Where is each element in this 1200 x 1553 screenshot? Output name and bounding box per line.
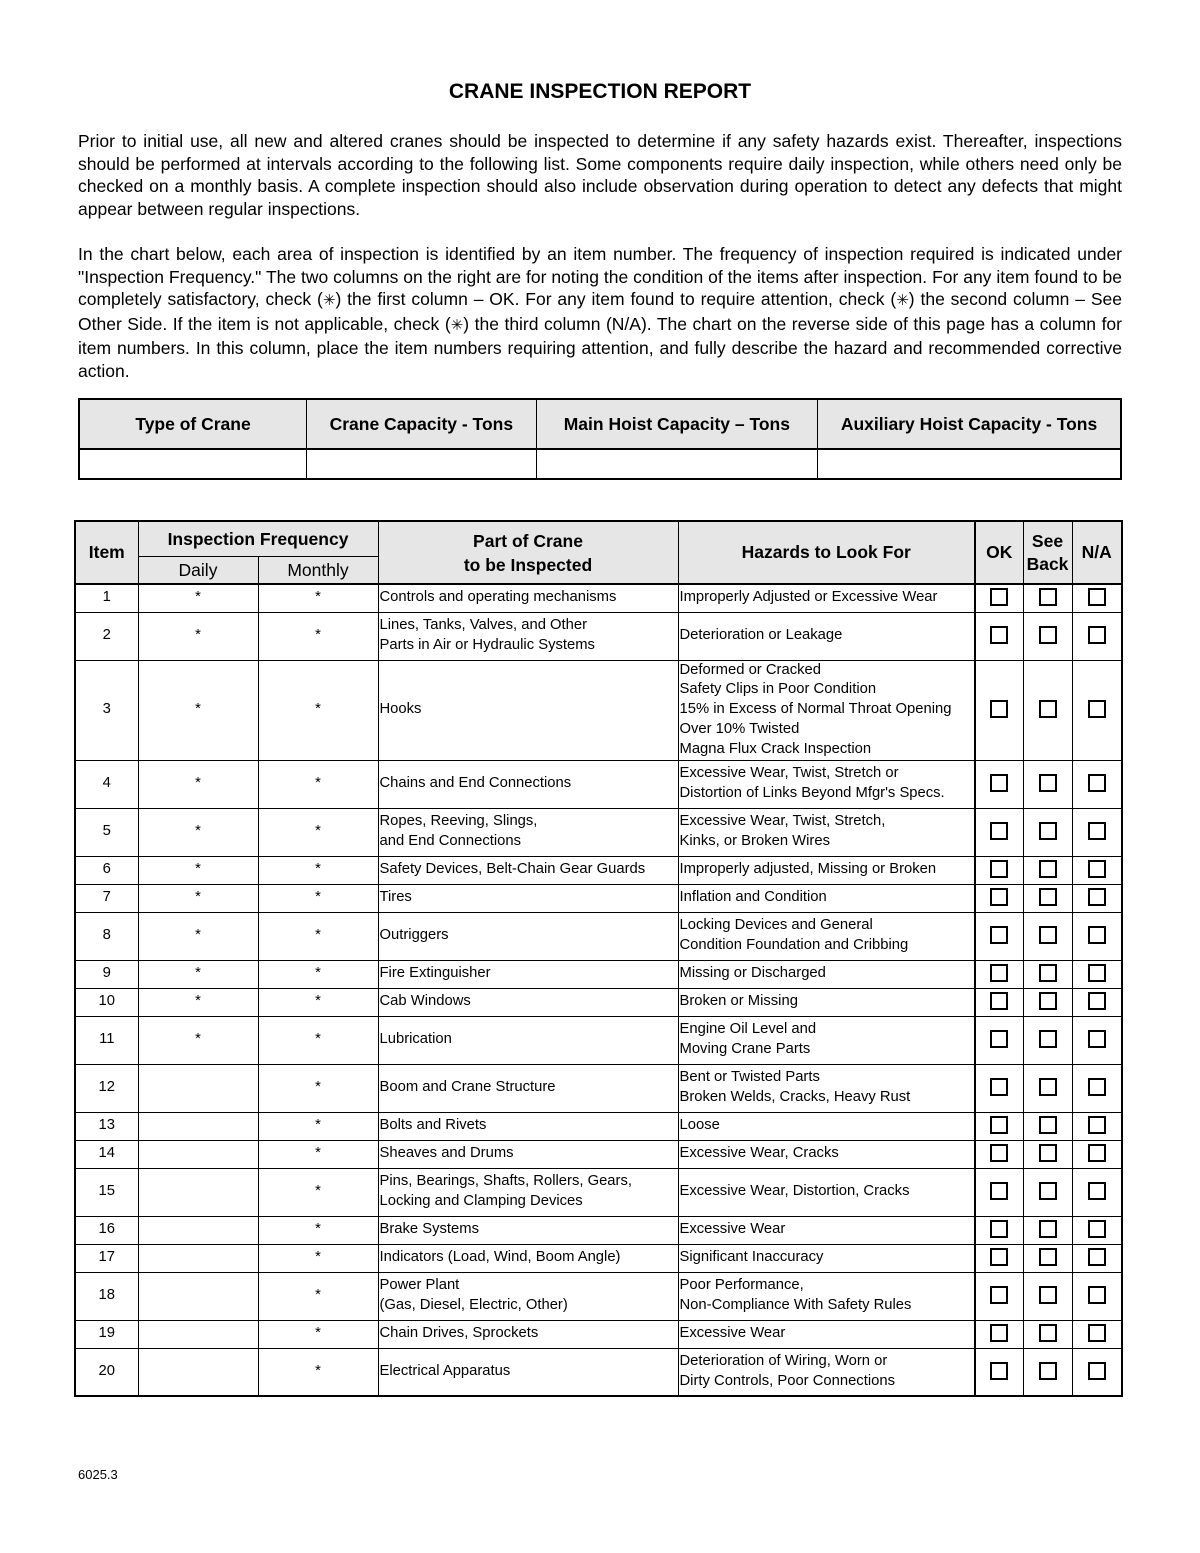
ok-cell bbox=[975, 1320, 1023, 1348]
na-checkbox[interactable] bbox=[1088, 1324, 1106, 1342]
item-number: 18 bbox=[75, 1272, 138, 1320]
see-back-cell bbox=[1023, 584, 1072, 612]
part-of-crane: Chain Drives, Sprockets bbox=[378, 1320, 678, 1348]
monthly-frequency: * bbox=[258, 1140, 378, 1168]
see-back-checkbox[interactable] bbox=[1039, 1286, 1057, 1304]
daily-frequency: * bbox=[138, 584, 258, 612]
see-back-checkbox[interactable] bbox=[1039, 1362, 1057, 1380]
ok-checkbox[interactable] bbox=[990, 1362, 1008, 1380]
monthly-frequency: * bbox=[258, 1064, 378, 1112]
table-row bbox=[75, 960, 1122, 988]
item-number: 15 bbox=[75, 1168, 138, 1216]
daily-frequency bbox=[138, 1112, 258, 1140]
table-row bbox=[75, 1112, 1122, 1140]
item-number: 5 bbox=[75, 808, 138, 856]
na-checkbox[interactable] bbox=[1088, 700, 1106, 718]
monthly-frequency: * bbox=[258, 1168, 378, 1216]
hazards: Excessive Wear, Twist, Stretch, Kinks, or Broken Wires bbox=[678, 808, 975, 856]
hazards-header: Hazards to Look For bbox=[678, 521, 975, 584]
ok-cell bbox=[975, 612, 1023, 660]
ok-checkbox[interactable] bbox=[990, 822, 1008, 840]
na-cell bbox=[1072, 1244, 1122, 1272]
see-back-cell bbox=[1023, 856, 1072, 884]
intro-text-d: ) the third column (N/A). The chart on the reverse side of this page has a column for item numbers. In this column, place the item numbers requiring attention, and fully describe the hazard and recommended corrective action. bbox=[78, 313, 1122, 381]
monthly-frequency: * bbox=[258, 1348, 378, 1396]
see-back-checkbox[interactable] bbox=[1039, 1030, 1057, 1048]
table-row bbox=[75, 1016, 1122, 1064]
hazards: Poor Performance, Non-Compliance With Safety Rules bbox=[678, 1272, 975, 1320]
monthly-frequency: * bbox=[258, 988, 378, 1016]
daily-frequency bbox=[138, 1244, 258, 1272]
ok-cell bbox=[975, 884, 1023, 912]
na-checkbox[interactable] bbox=[1088, 1220, 1106, 1238]
ok-checkbox[interactable] bbox=[990, 1248, 1008, 1266]
ok-cell bbox=[975, 856, 1023, 884]
daily-frequency: * bbox=[138, 612, 258, 660]
daily-frequency: * bbox=[138, 856, 258, 884]
see-back-checkbox[interactable] bbox=[1039, 992, 1057, 1010]
see-back-checkbox[interactable] bbox=[1039, 964, 1057, 982]
auxiliary-hoist-capacity-field[interactable] bbox=[818, 449, 1121, 479]
monthly-frequency: * bbox=[258, 1320, 378, 1348]
hazards: Excessive Wear, Distortion, Cracks bbox=[678, 1168, 975, 1216]
part-of-crane: Lubrication bbox=[378, 1016, 678, 1064]
monthly-frequency: * bbox=[258, 960, 378, 988]
see-back-checkbox[interactable] bbox=[1039, 926, 1057, 944]
na-cell bbox=[1072, 660, 1122, 760]
hazards: Excessive Wear bbox=[678, 1320, 975, 1348]
hazards: Bent or Twisted Parts Broken Welds, Cracks, Heavy Rust bbox=[678, 1064, 975, 1112]
item-number: 6 bbox=[75, 856, 138, 884]
part-of-crane: Bolts and Rivets bbox=[378, 1112, 678, 1140]
monthly-frequency: * bbox=[258, 1216, 378, 1244]
part-of-crane: Chains and End Connections bbox=[378, 760, 678, 808]
item-number: 13 bbox=[75, 1112, 138, 1140]
hazards: Improperly adjusted, Missing or Broken bbox=[678, 856, 975, 884]
part-of-crane-header: Part of Crane to be Inspected bbox=[378, 521, 678, 584]
main-hoist-capacity-field[interactable] bbox=[536, 449, 817, 479]
daily-frequency: * bbox=[138, 660, 258, 760]
na-cell bbox=[1072, 1112, 1122, 1140]
monthly-frequency: * bbox=[258, 912, 378, 960]
ok-cell bbox=[975, 808, 1023, 856]
na-checkbox[interactable] bbox=[1088, 1144, 1106, 1162]
item-number: 11 bbox=[75, 1016, 138, 1064]
intro-text-a: In the chart below, each area of inspection is identified by an item number. The frequency of inspection required is indicated under "Inspection Frequency." The two columns on the right are for noting the condition of the items after inspection. For any item found to be completely satisfactory, check ( bbox=[78, 244, 1122, 310]
na-cell bbox=[1072, 1320, 1122, 1348]
item-number: 17 bbox=[75, 1244, 138, 1272]
see-back-header: See Back bbox=[1023, 521, 1072, 584]
see-back-checkbox[interactable] bbox=[1039, 700, 1057, 718]
daily-header: Daily bbox=[138, 557, 258, 585]
na-cell bbox=[1072, 584, 1122, 612]
inspection-checklist-table bbox=[74, 520, 1123, 1397]
na-cell bbox=[1072, 912, 1122, 960]
star-icon: ✳ bbox=[450, 316, 464, 334]
crane-capacity-header: Crane Capacity - Tons bbox=[307, 399, 537, 449]
ok-checkbox[interactable] bbox=[990, 992, 1008, 1010]
ok-cell bbox=[975, 1064, 1023, 1112]
na-cell bbox=[1072, 1272, 1122, 1320]
daily-frequency: * bbox=[138, 884, 258, 912]
monthly-frequency: * bbox=[258, 808, 378, 856]
hazards: Deterioration of Wiring, Worn or Dirty Controls, Poor Connections bbox=[678, 1348, 975, 1396]
hazards: Missing or Discharged bbox=[678, 960, 975, 988]
hazards: Inflation and Condition bbox=[678, 884, 975, 912]
table-row bbox=[75, 808, 1122, 856]
ok-checkbox[interactable] bbox=[990, 1220, 1008, 1238]
see-back-checkbox[interactable] bbox=[1039, 1248, 1057, 1266]
daily-frequency: * bbox=[138, 988, 258, 1016]
table-row bbox=[75, 1244, 1122, 1272]
see-back-cell bbox=[1023, 1064, 1072, 1112]
item-number: 2 bbox=[75, 612, 138, 660]
monthly-frequency: * bbox=[258, 1244, 378, 1272]
table-row bbox=[75, 660, 1122, 760]
ok-checkbox[interactable] bbox=[990, 1324, 1008, 1342]
ok-checkbox[interactable] bbox=[990, 888, 1008, 906]
monthly-frequency: * bbox=[258, 856, 378, 884]
item-number: 10 bbox=[75, 988, 138, 1016]
see-back-cell bbox=[1023, 1272, 1072, 1320]
ok-cell bbox=[975, 1140, 1023, 1168]
see-back-cell bbox=[1023, 760, 1072, 808]
table-row bbox=[75, 856, 1122, 884]
see-back-checkbox[interactable] bbox=[1039, 1220, 1057, 1238]
hazards: Engine Oil Level and Moving Crane Parts bbox=[678, 1016, 975, 1064]
part-of-crane: Electrical Apparatus bbox=[378, 1348, 678, 1396]
na-checkbox[interactable] bbox=[1088, 1286, 1106, 1304]
na-checkbox[interactable] bbox=[1088, 1362, 1106, 1380]
ok-checkbox[interactable] bbox=[990, 1116, 1008, 1134]
na-checkbox[interactable] bbox=[1088, 964, 1106, 982]
part-of-crane: Hooks bbox=[378, 660, 678, 760]
table-row bbox=[75, 1320, 1122, 1348]
hazards: Broken or Missing bbox=[678, 988, 975, 1016]
monthly-frequency: * bbox=[258, 1016, 378, 1064]
na-cell bbox=[1072, 808, 1122, 856]
daily-frequency bbox=[138, 1168, 258, 1216]
see-back-cell bbox=[1023, 808, 1072, 856]
part-of-crane: Tires bbox=[378, 884, 678, 912]
table-row bbox=[75, 988, 1122, 1016]
item-number: 9 bbox=[75, 960, 138, 988]
daily-frequency: * bbox=[138, 912, 258, 960]
na-cell bbox=[1072, 1064, 1122, 1112]
na-checkbox[interactable] bbox=[1088, 1248, 1106, 1266]
table-row bbox=[75, 1272, 1122, 1320]
monthly-frequency: * bbox=[258, 884, 378, 912]
see-back-cell bbox=[1023, 912, 1072, 960]
ok-checkbox[interactable] bbox=[990, 588, 1008, 606]
see-back-cell bbox=[1023, 1140, 1072, 1168]
part-of-crane: Lines, Tanks, Valves, and Other Parts in Air or Hydraulic Systems bbox=[378, 612, 678, 660]
see-back-checkbox[interactable] bbox=[1039, 860, 1057, 878]
hazards: Excessive Wear, Twist, Stretch or Distortion of Links Beyond Mfgr's Specs. bbox=[678, 760, 975, 808]
na-checkbox[interactable] bbox=[1088, 1030, 1106, 1048]
item-number: 3 bbox=[75, 660, 138, 760]
part-of-crane: Outriggers bbox=[378, 912, 678, 960]
see-back-checkbox[interactable] bbox=[1039, 1116, 1057, 1134]
daily-frequency bbox=[138, 1272, 258, 1320]
see-back-cell bbox=[1023, 1112, 1072, 1140]
ok-cell bbox=[975, 1016, 1023, 1064]
na-checkbox[interactable] bbox=[1088, 992, 1106, 1010]
see-back-cell bbox=[1023, 884, 1072, 912]
hazards: Improperly Adjusted or Excessive Wear bbox=[678, 584, 975, 612]
daily-frequency bbox=[138, 1348, 258, 1396]
ok-cell bbox=[975, 660, 1023, 760]
see-back-cell bbox=[1023, 1348, 1072, 1396]
see-back-cell bbox=[1023, 1168, 1072, 1216]
ok-checkbox[interactable] bbox=[990, 1182, 1008, 1200]
see-back-cell bbox=[1023, 660, 1072, 760]
ok-checkbox[interactable] bbox=[990, 1144, 1008, 1162]
item-number: 1 bbox=[75, 584, 138, 612]
hazards: Deterioration or Leakage bbox=[678, 612, 975, 660]
see-back-cell bbox=[1023, 1216, 1072, 1244]
see-back-cell bbox=[1023, 988, 1072, 1016]
ok-checkbox[interactable] bbox=[990, 700, 1008, 718]
table-row bbox=[75, 912, 1122, 960]
ok-cell bbox=[975, 988, 1023, 1016]
see-back-checkbox[interactable] bbox=[1039, 626, 1057, 644]
na-checkbox[interactable] bbox=[1088, 822, 1106, 840]
see-back-checkbox[interactable] bbox=[1039, 1182, 1057, 1200]
hazards: Loose bbox=[678, 1112, 975, 1140]
daily-frequency bbox=[138, 1140, 258, 1168]
na-cell bbox=[1072, 884, 1122, 912]
ok-checkbox[interactable] bbox=[990, 926, 1008, 944]
na-cell bbox=[1072, 960, 1122, 988]
daily-frequency bbox=[138, 1216, 258, 1244]
intro-text-b: ) the first column – OK. For any item found to require attention, check ( bbox=[335, 289, 897, 310]
see-back-cell bbox=[1023, 612, 1072, 660]
na-checkbox[interactable] bbox=[1088, 626, 1106, 644]
see-back-cell bbox=[1023, 1016, 1072, 1064]
item-header: Item bbox=[75, 521, 138, 584]
na-checkbox[interactable] bbox=[1088, 860, 1106, 878]
na-cell bbox=[1072, 988, 1122, 1016]
table-row bbox=[75, 884, 1122, 912]
see-back-cell bbox=[1023, 1244, 1072, 1272]
part-of-crane: Ropes, Reeving, Slings, and End Connections bbox=[378, 808, 678, 856]
ok-cell bbox=[975, 912, 1023, 960]
item-number: 16 bbox=[75, 1216, 138, 1244]
part-of-crane: Sheaves and Drums bbox=[378, 1140, 678, 1168]
item-number: 14 bbox=[75, 1140, 138, 1168]
ok-checkbox[interactable] bbox=[990, 860, 1008, 878]
intro-text-c: ) the second column – See Other Side. If the item is not applicable, check ( bbox=[78, 289, 1123, 334]
na-header: N/A bbox=[1072, 521, 1122, 584]
daily-frequency bbox=[138, 1064, 258, 1112]
hazards: Significant Inaccuracy bbox=[678, 1244, 975, 1272]
main-hoist-capacity-header: Main Hoist Capacity – Tons bbox=[536, 399, 817, 449]
na-cell bbox=[1072, 1016, 1122, 1064]
ok-checkbox[interactable] bbox=[990, 626, 1008, 644]
hazards: Excessive Wear, Cracks bbox=[678, 1140, 975, 1168]
table-row bbox=[75, 1168, 1122, 1216]
ok-cell bbox=[975, 1216, 1023, 1244]
daily-frequency: * bbox=[138, 760, 258, 808]
na-checkbox[interactable] bbox=[1088, 588, 1106, 606]
star-icon: ✳ bbox=[322, 292, 336, 310]
table-row bbox=[75, 760, 1122, 808]
ok-cell bbox=[975, 1244, 1023, 1272]
na-checkbox[interactable] bbox=[1088, 1116, 1106, 1134]
type-of-crane-header: Type of Crane bbox=[79, 399, 307, 449]
intro-paragraph-1: Prior to initial use, all new and altered cranes should be inspected to determine if any safety hazards exist. Thereafter, inspections should be performed at intervals according to the following list. Some components require daily inspection, while others need only be checked on a monthly basis. A complete inspection should also include observation during operation to detect any defects that might appear between regular inspections. bbox=[78, 131, 1122, 219]
ok-cell bbox=[975, 1348, 1023, 1396]
monthly-frequency: * bbox=[258, 584, 378, 612]
part-of-crane: Fire Extinguisher bbox=[378, 960, 678, 988]
item-number: 20 bbox=[75, 1348, 138, 1396]
item-number: 7 bbox=[75, 884, 138, 912]
ok-cell bbox=[975, 584, 1023, 612]
ok-checkbox[interactable] bbox=[990, 1030, 1008, 1048]
na-cell bbox=[1072, 1140, 1122, 1168]
part-of-crane: Controls and operating mechanisms bbox=[378, 584, 678, 612]
hazards: Excessive Wear bbox=[678, 1216, 975, 1244]
see-back-checkbox[interactable] bbox=[1039, 1144, 1057, 1162]
see-back-checkbox[interactable] bbox=[1039, 1324, 1057, 1342]
item-number: 4 bbox=[75, 760, 138, 808]
see-back-cell bbox=[1023, 1320, 1072, 1348]
table-row bbox=[75, 612, 1122, 660]
see-back-checkbox[interactable] bbox=[1039, 588, 1057, 606]
na-checkbox[interactable] bbox=[1088, 1182, 1106, 1200]
daily-frequency: * bbox=[138, 960, 258, 988]
ok-cell bbox=[975, 1168, 1023, 1216]
part-of-crane: Brake Systems bbox=[378, 1216, 678, 1244]
crane-info-table bbox=[78, 398, 1122, 480]
ok-cell bbox=[975, 760, 1023, 808]
item-number: 8 bbox=[75, 912, 138, 960]
table-row bbox=[75, 1348, 1122, 1396]
part-of-crane: Pins, Bearings, Shafts, Rollers, Gears, Locking and Clamping Devices bbox=[378, 1168, 678, 1216]
see-back-checkbox[interactable] bbox=[1039, 774, 1057, 792]
na-checkbox[interactable] bbox=[1088, 1078, 1106, 1096]
part-of-crane: Safety Devices, Belt-Chain Gear Guards bbox=[378, 856, 678, 884]
na-cell bbox=[1072, 760, 1122, 808]
na-checkbox[interactable] bbox=[1088, 926, 1106, 944]
type-of-crane-field[interactable] bbox=[79, 449, 307, 479]
table-row bbox=[75, 584, 1122, 612]
monthly-frequency: * bbox=[258, 760, 378, 808]
see-back-checkbox[interactable] bbox=[1039, 888, 1057, 906]
na-cell bbox=[1072, 856, 1122, 884]
item-number: 12 bbox=[75, 1064, 138, 1112]
na-cell bbox=[1072, 1216, 1122, 1244]
ok-cell bbox=[975, 960, 1023, 988]
item-number: 19 bbox=[75, 1320, 138, 1348]
intro-paragraph-2 bbox=[78, 243, 1122, 383]
monthly-frequency: * bbox=[258, 660, 378, 760]
hazards: Deformed or Cracked Safety Clips in Poor Condition 15% in Excess of Normal Throat Opening Over 10% Twisted Magna Flux Crack Inspection bbox=[678, 660, 975, 760]
ok-checkbox[interactable] bbox=[990, 774, 1008, 792]
ok-checkbox[interactable] bbox=[990, 964, 1008, 982]
ok-cell bbox=[975, 1272, 1023, 1320]
hazards: Locking Devices and General Condition Foundation and Cribbing bbox=[678, 912, 975, 960]
inspection-frequency-header: Inspection Frequency bbox=[138, 521, 378, 557]
ok-checkbox[interactable] bbox=[990, 1078, 1008, 1096]
na-checkbox[interactable] bbox=[1088, 774, 1106, 792]
daily-frequency: * bbox=[138, 1016, 258, 1064]
part-of-crane: Boom and Crane Structure bbox=[378, 1064, 678, 1112]
page-title: CRANE INSPECTION REPORT bbox=[448, 80, 752, 103]
daily-frequency: * bbox=[138, 808, 258, 856]
monthly-frequency: * bbox=[258, 612, 378, 660]
ok-cell bbox=[975, 1112, 1023, 1140]
na-cell bbox=[1072, 1168, 1122, 1216]
part-of-crane: Cab Windows bbox=[378, 988, 678, 1016]
table-row bbox=[75, 1064, 1122, 1112]
see-back-cell bbox=[1023, 960, 1072, 988]
star-icon: ✳ bbox=[896, 292, 909, 310]
monthly-frequency: * bbox=[258, 1272, 378, 1320]
see-back-checkbox[interactable] bbox=[1039, 822, 1057, 840]
ok-checkbox[interactable] bbox=[990, 1286, 1008, 1304]
crane-capacity-field[interactable] bbox=[307, 449, 537, 479]
na-cell bbox=[1072, 1348, 1122, 1396]
table-row bbox=[75, 1140, 1122, 1168]
auxiliary-hoist-capacity-header: Auxiliary Hoist Capacity - Tons bbox=[818, 399, 1121, 449]
part-of-crane: Power Plant (Gas, Diesel, Electric, Other) bbox=[378, 1272, 678, 1320]
monthly-frequency: * bbox=[258, 1112, 378, 1140]
part-of-crane: Indicators (Load, Wind, Boom Angle) bbox=[378, 1244, 678, 1272]
ok-header: OK bbox=[975, 521, 1023, 584]
table-row bbox=[75, 1216, 1122, 1244]
monthly-header: Monthly bbox=[258, 557, 378, 585]
form-number: 6025.3 bbox=[78, 1467, 118, 1482]
daily-frequency bbox=[138, 1320, 258, 1348]
na-cell bbox=[1072, 612, 1122, 660]
na-checkbox[interactable] bbox=[1088, 888, 1106, 906]
see-back-checkbox[interactable] bbox=[1039, 1078, 1057, 1096]
